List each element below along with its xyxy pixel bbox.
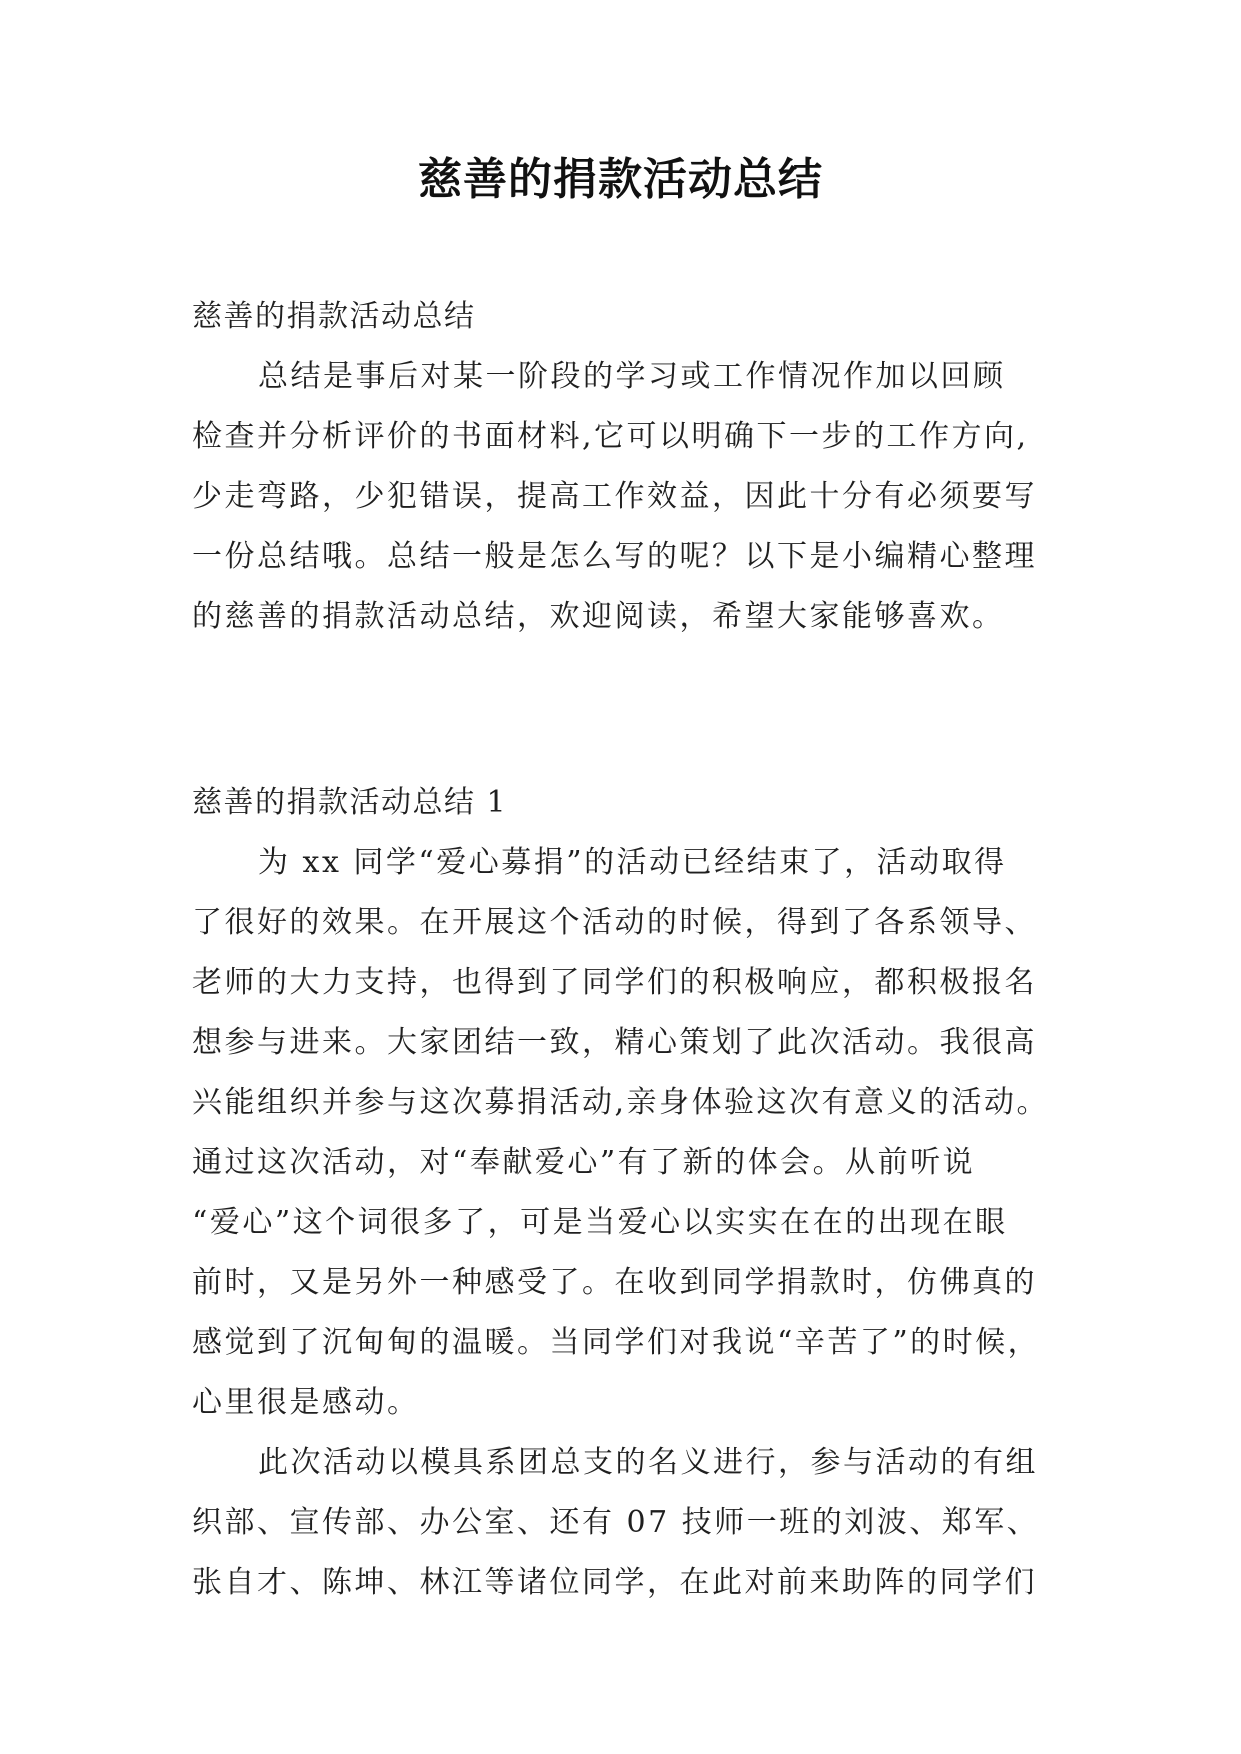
paragraph-line: 兴能组织并参与这次募捐活动,亲身体验这次有意义的活动。: [192, 1085, 1050, 1120]
paragraph-line: 织部、宣传部、办公室、还有 07 技师一班的刘波、郑军、: [192, 1505, 1040, 1540]
intro-line: 一份总结哦。总结一般是怎么写的呢？以下是小编精心整理: [192, 539, 1037, 574]
intro-line: 总结是事后对某一阶段的学习或工作情况作加以回顾: [258, 359, 1006, 394]
intro-heading: 慈善的捐款活动总结: [192, 299, 476, 334]
intro-line: 检查并分析评价的书面材料,它可以明确下一步的工作方向,: [192, 419, 1029, 454]
paragraph-line: 张自才、陈坤、林江等诸位同学，在此对前来助阵的同学们: [192, 1565, 1037, 1600]
section-heading: 慈善的捐款活动总结 1: [192, 785, 508, 820]
paragraph-line: 老师的大力支持，也得到了同学们的积极响应，都积极报名: [192, 965, 1037, 1000]
document-title: 慈善的捐款活动总结: [418, 154, 823, 205]
paragraph-line: “爱心”这个词很多了，可是当爱心以实实在在的出现在眼: [192, 1205, 1008, 1240]
section-spacer: [192, 647, 1058, 773]
paragraph-line: 想参与进来。大家团结一致，精心策划了此次活动。我很高: [192, 1025, 1037, 1060]
intro-line: 少走弯路，少犯错误，提高工作效益，因此十分有必须要写: [192, 479, 1037, 514]
paragraph-line: 此次活动以模具系团总支的名义进行，参与活动的有组: [258, 1445, 1038, 1480]
paragraph-line: 通过这次活动，对“奉献爱心”有了新的体会。从前听说: [192, 1145, 976, 1180]
paragraph-line: 了很好的效果。在开展这个活动的时候，得到了各系领导、: [192, 905, 1037, 940]
paragraph-line: 心里很是感动。: [192, 1385, 420, 1420]
intro-line: 的慈善的捐款活动总结，欢迎阅读，希望大家能够喜欢。: [192, 599, 1005, 634]
paragraph-line: 感觉到了沉甸甸的温暖。当同学们对我说“辛苦了”的时候，: [192, 1325, 1041, 1360]
document-body: [192, 287, 1058, 1613]
paragraph-line: 前时，又是另外一种感受了。在收到同学捐款时，仿佛真的: [192, 1265, 1037, 1300]
paragraph-line: 为 xx 同学“爱心募捐”的活动已经结束了，活动取得: [258, 845, 1007, 880]
